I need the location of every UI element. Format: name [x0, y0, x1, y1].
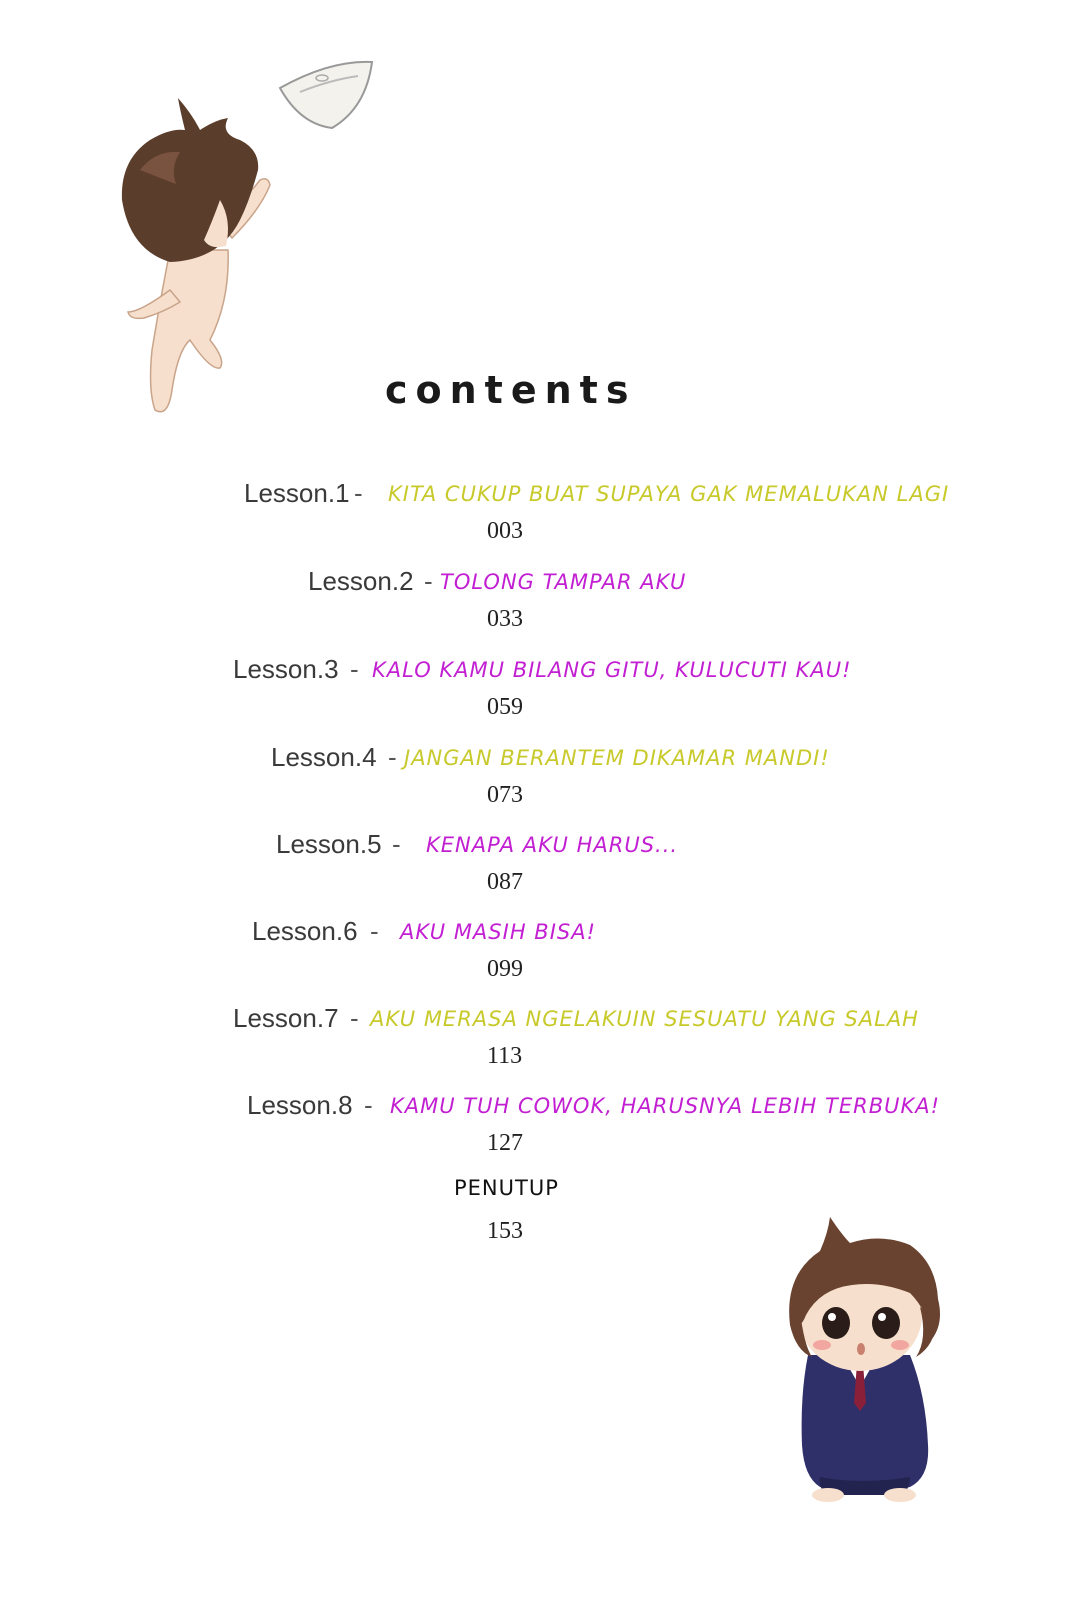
chapter-title: KALO KAMU BILANG GITU, KULUCUTI KAU! — [372, 658, 852, 682]
lesson-label: Lesson.3 — [233, 654, 339, 684]
toc-row-lesson-5 — [0, 829, 1069, 869]
lesson-separator: - — [392, 829, 401, 859]
chapter-title: AKU MERASA NGELAKUIN SESUATU YANG SALAH — [370, 1007, 919, 1031]
lesson-label: Lesson.5 — [276, 829, 382, 859]
briefs-icon — [280, 62, 372, 128]
page-number: 059 — [487, 694, 523, 720]
toc-row-lesson-6 — [0, 916, 1069, 956]
page-number: 127 — [487, 1130, 523, 1156]
toc-row-lesson-4 — [0, 742, 1069, 782]
lesson-label: Lesson.1 — [244, 478, 350, 508]
lesson-label: Lesson.8 — [247, 1090, 353, 1120]
lesson-label: Lesson.2 — [308, 566, 414, 596]
page-title: contents — [385, 368, 637, 412]
closing-title: PENUTUP — [454, 1176, 559, 1200]
page-number: 003 — [487, 518, 523, 544]
toc-row-lesson-8 — [0, 1090, 1069, 1130]
page-number: 099 — [487, 956, 523, 982]
toc-row-lesson-7 — [0, 1003, 1069, 1043]
page-number: 033 — [487, 606, 523, 632]
chibi-boy-sitting-illustration — [760, 1215, 960, 1505]
chapter-title: JANGAN BERANTEM DIKAMAR MANDI! — [404, 746, 830, 770]
page-number: 113 — [487, 1043, 523, 1069]
toc-row-lesson-2 — [0, 566, 1069, 606]
lesson-separator: - — [424, 566, 433, 596]
chapter-title: KITA CUKUP BUAT SUPAYA GAK MEMALUKAN LAGI — [388, 482, 950, 506]
lesson-label: Lesson.6 — [252, 916, 358, 946]
lesson-separator: - — [354, 478, 363, 508]
chapter-title: KAMU TUH COWOK, HARUSNYA LEBIH TERBUKA! — [390, 1094, 941, 1118]
lesson-separator: - — [388, 742, 397, 772]
toc-row-closing — [0, 1172, 1069, 1212]
lesson-label: Lesson.7 — [233, 1003, 339, 1033]
lesson-separator: - — [350, 1003, 359, 1033]
chapter-title: AKU MASIH BISA! — [400, 920, 597, 944]
chapter-title: TOLONG TAMPAR AKU — [440, 570, 687, 594]
lesson-separator: - — [350, 654, 359, 684]
lesson-label: Lesson.4 — [271, 742, 377, 772]
lesson-separator: - — [364, 1090, 373, 1120]
chibi-boy-reaching-illustration — [100, 50, 400, 430]
chapter-title: KENAPA AKU HARUS... — [426, 833, 679, 857]
toc-row-lesson-1 — [0, 478, 1069, 518]
page-number: 153 — [487, 1218, 523, 1244]
lesson-separator: - — [370, 916, 379, 946]
page-number: 073 — [487, 782, 523, 808]
toc-row-lesson-3 — [0, 654, 1069, 694]
page-number: 087 — [487, 869, 523, 895]
